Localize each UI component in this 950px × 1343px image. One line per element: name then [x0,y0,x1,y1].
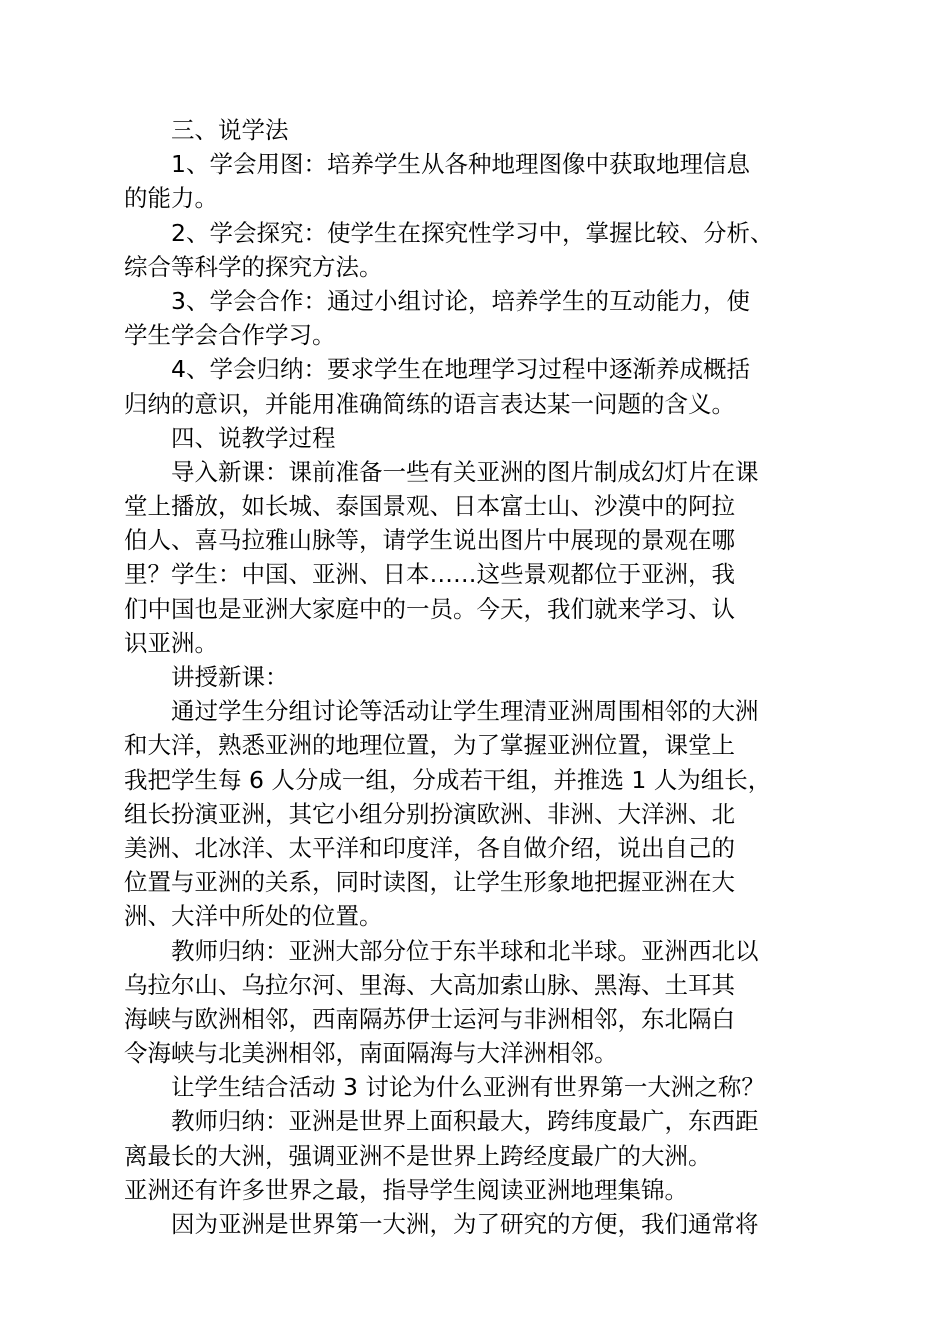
text-line: 我把学生每 6 人分成一组，分成若干组，并推选 1 人为组长， [124,765,772,794]
text-line: 讲授新课： [171,663,289,691]
text-line: 令海峡与北美洲相邻，南面隔海与大洋洲相邻。 [124,1039,618,1068]
text-line: 综合等科学的探究方法。 [124,252,383,281]
text-line: 归纳的意识，并能用准确简练的语言表达某一问题的含义。 [124,389,735,418]
text-line: 亚洲还有许多世界之最，指导学生阅读亚洲地理集锦。 [124,1175,688,1204]
text-line: 四、说教学过程 [171,423,336,452]
text-line: 组长扮演亚洲，其它小组分别扮演欧洲、非洲、大洋洲、北 [124,799,735,828]
text-line: 们中国也是亚洲大家庭中的一员。今天，我们就来学习、认 [124,594,735,623]
text-line: 位置与亚洲的关系，同时读图，让学生形象地把握亚洲在大 [124,868,735,897]
text-line: 洲、大洋中所处的位置。 [124,902,383,931]
text-line: 教师归纳：亚洲是世界上面积最大，跨纬度最广，东西距 [171,1107,759,1136]
text-line: 里？学生：中国、亚洲、日本……这些景观都位于亚洲，我 [124,560,735,589]
text-line: 海峡与欧洲相邻，西南隔苏伊士运河与非洲相邻，东北隔白 [124,1004,735,1033]
text-line: 的能力。 [124,184,218,213]
text-line: 学生学会合作学习。 [124,321,336,350]
text-line: 乌拉尔山、乌拉尔河、里海、大高加索山脉、黑海、土耳其 [124,970,735,999]
text-line: 因为亚洲是世界第一大洲，为了研究的方便，我们通常将 [171,1210,759,1238]
text-line: 伯人、喜马拉雅山脉等，请学生说出图片中展现的景观在哪 [124,526,735,555]
text-line: 和大洋，熟悉亚洲的地理位置，为了掌握亚洲位置，课堂上 [124,731,735,760]
text-line: 让学生结合活动 3 讨论为什么亚洲有世界第一大洲之称？ [171,1073,765,1102]
text-line: 三、说学法 [171,116,289,144]
text-line: 2、学会探究：使学生在探究性学习中，掌握比较、分析、 [171,218,774,247]
text-line: 识亚洲。 [124,628,218,657]
text-line: 3、学会合作：通过小组讨论，培养学生的互动能力，使 [171,286,750,315]
text-line: 4、学会归纳：要求学生在地理学习过程中逐渐养成概括 [171,355,750,384]
text-line: 1、学会用图：培养学生从各种地理图像中获取地理信息 [171,150,750,179]
text-line: 教师归纳：亚洲大部分位于东半球和北半球。亚洲西北以 [171,936,759,965]
text-line: 导入新课：课前准备一些有关亚洲的图片制成幻灯片在课 [171,457,759,486]
text-line: 通过学生分组讨论等活动让学生理清亚洲周围相邻的大洲 [171,697,759,726]
document-body [124,113,844,1241]
text-line: 离最长的大洲，强调亚洲不是世界上跨经度最广的大洲。 [124,1141,712,1170]
text-line: 美洲、北冰洋、太平洋和印度洋，各自做介绍，说出自己的 [124,833,735,862]
text-line: 堂上播放，如长城、泰国景观、日本富士山、沙漠中的阿拉 [124,492,735,521]
